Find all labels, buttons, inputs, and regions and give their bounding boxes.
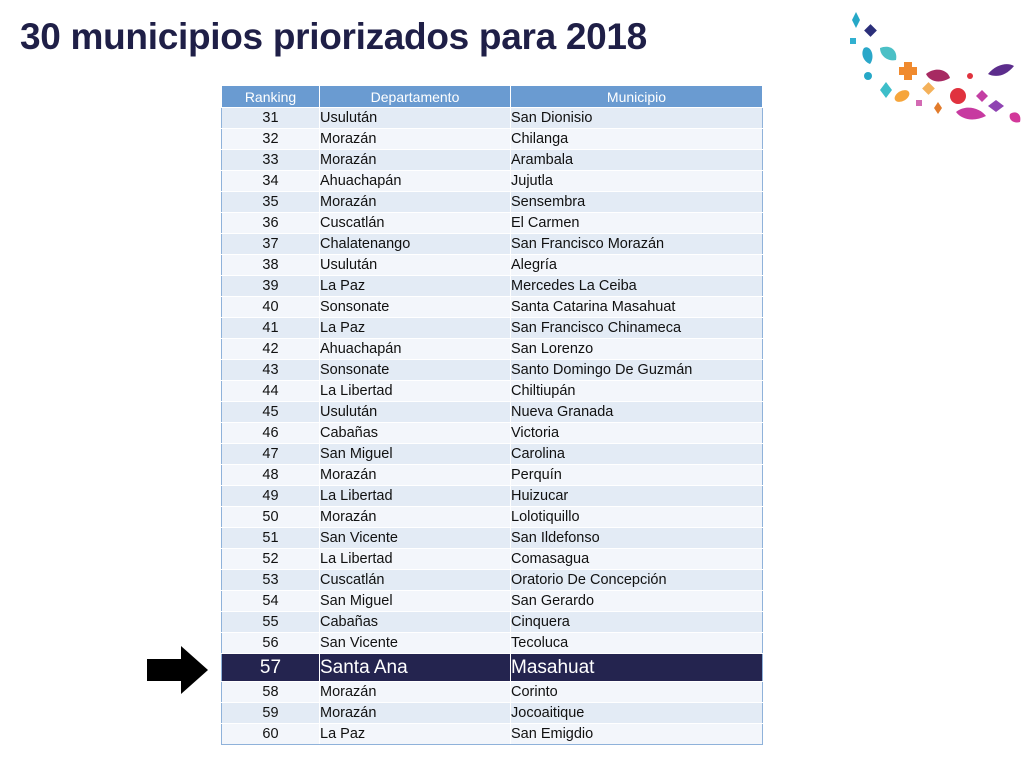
table-row: [222, 297, 763, 318]
cell-ranking: 56: [222, 633, 320, 654]
column-header-ranking: Ranking: [222, 86, 320, 108]
cell-municipio: Corinto: [511, 682, 763, 703]
cell-departamento: San Miguel: [320, 591, 511, 612]
cell-municipio: San Dionisio: [511, 108, 763, 129]
cell-municipio: Masahuat: [511, 654, 763, 682]
cell-ranking: 34: [222, 171, 320, 192]
table-row: [222, 192, 763, 213]
table-row: [222, 255, 763, 276]
table-row: [222, 724, 763, 745]
cell-departamento: Santa Ana: [320, 654, 511, 682]
cell-municipio: El Carmen: [511, 213, 763, 234]
cell-ranking: 40: [222, 297, 320, 318]
table-row: [222, 423, 763, 444]
confetti-decoration-icon: [846, 4, 1024, 134]
cell-ranking: 57: [222, 654, 320, 682]
cell-departamento: Morazán: [320, 150, 511, 171]
cell-municipio: Santa Catarina Masahuat: [511, 297, 763, 318]
cell-ranking: 37: [222, 234, 320, 255]
table-row: [222, 703, 763, 724]
cell-departamento: Usulután: [320, 402, 511, 423]
table-row: [222, 234, 763, 255]
cell-departamento: La Libertad: [320, 486, 511, 507]
cell-municipio: San Emigdio: [511, 724, 763, 745]
cell-municipio: Lolotiquillo: [511, 507, 763, 528]
table-row: [222, 108, 763, 129]
table-row: [222, 318, 763, 339]
cell-ranking: 53: [222, 570, 320, 591]
cell-departamento: Cuscatlán: [320, 213, 511, 234]
cell-municipio: Perquín: [511, 465, 763, 486]
cell-departamento: La Paz: [320, 724, 511, 745]
cell-departamento: Morazán: [320, 465, 511, 486]
cell-municipio: Comasagua: [511, 549, 763, 570]
cell-departamento: Sonsonate: [320, 297, 511, 318]
cell-departamento: Ahuachapán: [320, 171, 511, 192]
cell-ranking: 60: [222, 724, 320, 745]
cell-municipio: Chilanga: [511, 129, 763, 150]
cell-municipio: Victoria: [511, 423, 763, 444]
table-row: [222, 507, 763, 528]
cell-municipio: Jujutla: [511, 171, 763, 192]
cell-ranking: 32: [222, 129, 320, 150]
ranking-table: [221, 85, 763, 745]
cell-municipio: San Ildefonso: [511, 528, 763, 549]
cell-ranking: 50: [222, 507, 320, 528]
table-row: [222, 129, 763, 150]
cell-municipio: San Gerardo: [511, 591, 763, 612]
table-row: [222, 465, 763, 486]
table-row: [222, 360, 763, 381]
cell-ranking: 48: [222, 465, 320, 486]
table-row: [222, 549, 763, 570]
table-row: [222, 213, 763, 234]
cell-municipio: Jocoaitique: [511, 703, 763, 724]
cell-ranking: 47: [222, 444, 320, 465]
table-row: [222, 276, 763, 297]
cell-departamento: Cuscatlán: [320, 570, 511, 591]
cell-departamento: Morazán: [320, 507, 511, 528]
cell-municipio: Cinquera: [511, 612, 763, 633]
cell-ranking: 39: [222, 276, 320, 297]
cell-municipio: Chiltiupán: [511, 381, 763, 402]
cell-departamento: San Miguel: [320, 444, 511, 465]
cell-municipio: Mercedes La Ceiba: [511, 276, 763, 297]
cell-ranking: 58: [222, 682, 320, 703]
cell-ranking: 41: [222, 318, 320, 339]
cell-ranking: 52: [222, 549, 320, 570]
cell-municipio: San Francisco Chinameca: [511, 318, 763, 339]
cell-municipio: Santo Domingo De Guzmán: [511, 360, 763, 381]
cell-municipio: Nueva Granada: [511, 402, 763, 423]
cell-municipio: Tecoluca: [511, 633, 763, 654]
table-row: [222, 444, 763, 465]
cell-departamento: Cabañas: [320, 423, 511, 444]
cell-municipio: San Lorenzo: [511, 339, 763, 360]
cell-departamento: Morazán: [320, 192, 511, 213]
table-row: [222, 591, 763, 612]
table-row: [222, 612, 763, 633]
cell-departamento: San Vicente: [320, 633, 511, 654]
cell-ranking: 42: [222, 339, 320, 360]
cell-departamento: Ahuachapán: [320, 339, 511, 360]
cell-ranking: 35: [222, 192, 320, 213]
cell-ranking: 51: [222, 528, 320, 549]
cell-ranking: 49: [222, 486, 320, 507]
cell-municipio: Alegría: [511, 255, 763, 276]
cell-ranking: 31: [222, 108, 320, 129]
table-body: [222, 108, 763, 745]
cell-ranking: 44: [222, 381, 320, 402]
cell-departamento: La Libertad: [320, 381, 511, 402]
cell-municipio: Huizucar: [511, 486, 763, 507]
cell-ranking: 54: [222, 591, 320, 612]
cell-departamento: La Paz: [320, 276, 511, 297]
cell-municipio: Arambala: [511, 150, 763, 171]
cell-municipio: Oratorio De Concepción: [511, 570, 763, 591]
cell-departamento: Sonsonate: [320, 360, 511, 381]
table-row: [222, 150, 763, 171]
page-title: 30 municipios priorizados para 2018: [20, 16, 647, 57]
column-header-departamento: Departamento: [320, 86, 511, 108]
table-row: [222, 402, 763, 423]
table-row: [222, 339, 763, 360]
table-row: [222, 381, 763, 402]
cell-ranking: 59: [222, 703, 320, 724]
table-row: [222, 682, 763, 703]
table-row: [222, 633, 763, 654]
cell-departamento: Usulután: [320, 255, 511, 276]
cell-ranking: 46: [222, 423, 320, 444]
cell-ranking: 43: [222, 360, 320, 381]
cell-municipio: San Francisco Morazán: [511, 234, 763, 255]
cell-departamento: San Vicente: [320, 528, 511, 549]
cell-municipio: Sensembra: [511, 192, 763, 213]
cell-departamento: Chalatenango: [320, 234, 511, 255]
table-row: [222, 570, 763, 591]
cell-departamento: Cabañas: [320, 612, 511, 633]
cell-departamento: Usulután: [320, 108, 511, 129]
column-header-municipio: Municipio: [511, 86, 763, 108]
cell-departamento: Morazán: [320, 682, 511, 703]
cell-ranking: 36: [222, 213, 320, 234]
table-row: [222, 486, 763, 507]
cell-municipio: Carolina: [511, 444, 763, 465]
table-header-row: [222, 86, 763, 108]
cell-ranking: 45: [222, 402, 320, 423]
cell-ranking: 38: [222, 255, 320, 276]
table-row-highlighted: [222, 654, 763, 682]
table-row: [222, 171, 763, 192]
right-arrow-icon: [147, 646, 209, 694]
cell-departamento: Morazán: [320, 129, 511, 150]
cell-departamento: Morazán: [320, 703, 511, 724]
cell-departamento: La Libertad: [320, 549, 511, 570]
cell-ranking: 55: [222, 612, 320, 633]
table-row: [222, 528, 763, 549]
cell-ranking: 33: [222, 150, 320, 171]
cell-departamento: La Paz: [320, 318, 511, 339]
